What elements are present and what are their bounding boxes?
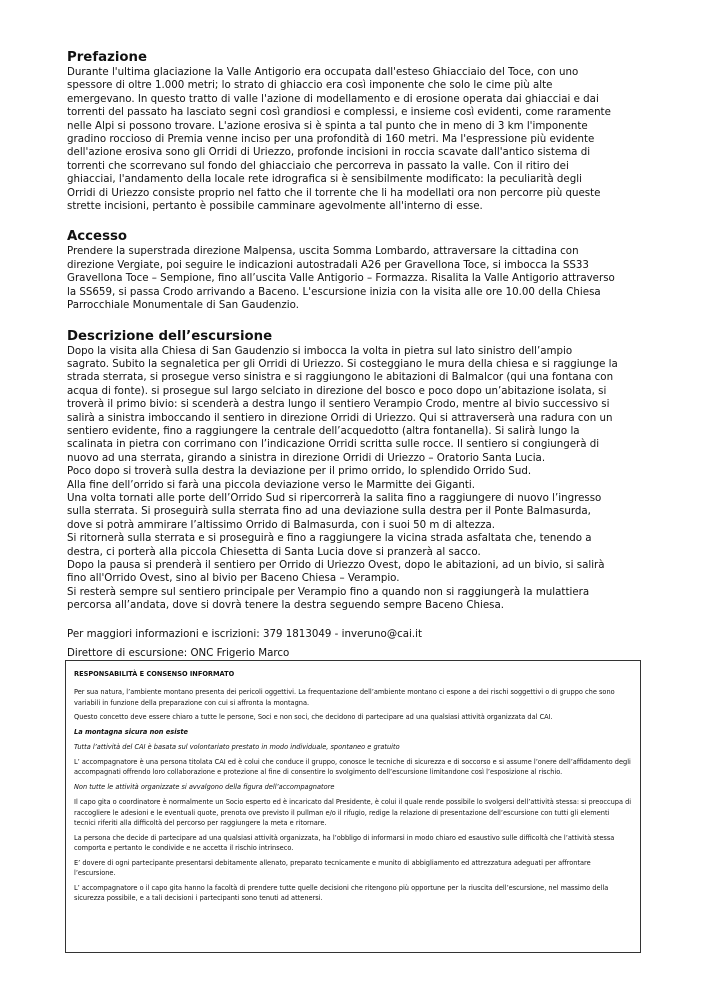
disclaimer-paragraph: La persona che decide di partecipare ad una qualsiasi attività organizzata, ha l’obbligo di informarsi in modo chiaro ed esaustivo sulle difficoltà che l’attività stessa comporta e pertanto le condivide e ne accetta il rischio intrinseco. (74, 833, 615, 853)
section-title: Prefazione (67, 50, 147, 65)
text-line: strette incisioni, pertanto è possibile camminare agevolmente all'interno di esse. (67, 200, 483, 213)
disclaimer-paragraph: L’ accompagnatore o il capo gita hanno la facoltà di prendere tutte quelle decisioni che ritengono più opportune per la riuscita dell’escursione, nel massimo della sicurezza possibile, e a tali decisioni i partecipanti sono tenuti ad attenersi. (74, 884, 609, 903)
disclaimer-paragraph: Questo concetto deve essere chiaro a tutte le persone, Soci e non soci, che decidono di partecipare ad una qualsiasi attività organizzata dal CAI. (74, 713, 553, 722)
disclaimer-paragraph: Il capo gita o coordinatore è normalmente un Socio esperto ed è incaricato dal Presidente, è colui il quale rende possibile lo svolgersi dell’attività stessa: si preoccupa di raccogliere le adesioni e le eventuali quote, prenota ove previsto il pullman e/o il rifugio, redige la relazione di presentazione dell’escursione con tutti gli elementi tecnici riferiti alla difficoltà del percorso per raggiungere la meta e ritornare. (74, 798, 632, 827)
text-line: Gravellona Toce – Sempione, fino all’uscita Valle Antigorio – Formazza. Risalita la Valle Antigorio attraverso (67, 272, 615, 285)
disclaimer-title: RESPONSABILITÀ E CONSENSO INFORMATO (74, 670, 235, 678)
section-body (67, 345, 639, 613)
text-line: percorsa all’andata, dove si dovrà tenere la destra seguendo sempre Baceno Chiesa. (67, 599, 505, 612)
text-line: troverà il primo bivio: si scenderà a destra lungo il sentiero Verampio Crodo, mentre al bivio successivo si (67, 398, 610, 411)
text-line: Dopo la visita alla Chiesa di San Gaudenzio si imbocca la volta in pietra sul lato sinistro dell’ampio (67, 344, 573, 357)
text-line: Parrocchiale Monumentale di San Gaudenzio. (67, 299, 299, 312)
disclaimer-heading: La montagna sicura non esiste (74, 728, 189, 737)
text-line: Poco dopo si troverà sulla destra la deviazione per il primo orrido, lo splendido Orrido Sud. (67, 465, 532, 478)
text-line: Durante l'ultima glaciazione la Valle Antigorio era occupata dall'esteso Ghiacciaio del Toce, con uno (67, 66, 579, 78)
text-line: Alla fine dell’orrido si farà una piccola deviazione verso le Marmitte dei Giganti. (67, 478, 475, 491)
disclaimer-paragraph: L’ accompagnatore è una persona titolata CAI ed è colui che conduce il gruppo, conosce le tecniche di sicurezza e di soccorso e si assume l’onere dell’affidamento degli accompagnati offrendo loro collaborazione e protezione al fine di consentire lo svolgimento dell’escursione limitandone così l’esposizione al rischio. (74, 758, 631, 777)
text-line: emergevano. In questo tratto di valle l'azione di modellamento e di erosione operata dai ghiacciai e dai (67, 92, 599, 105)
section-prefazione (67, 50, 639, 213)
text-line: Si resterà sempre sul sentiero principale per Verampio fino a quando non si raggiungerà la mulattiera (67, 585, 590, 598)
text-line: Orridi di Uriezzo consiste proprio nel fatto che il torrente che li ha modellati ora non percorre più queste (67, 186, 601, 199)
text-line: dell'azione erosiva sono gli Orridi di Uriezzo, profonde incisioni in roccia scavate dall'antico sistema di (67, 146, 591, 159)
contact-info: Per maggiori informazioni e iscrizioni: 379 1813049 - inveruno@cai.it (67, 627, 422, 640)
text-line: nuovo ad una sterrata, girando a sinistra in direzione Orridi di Uriezzo – Oratorio Santa Lucia. (67, 451, 546, 464)
text-line: spessore di oltre 1.000 metri; lo strato di ghiaccio era così imponente che solo le cime più alte (67, 79, 553, 92)
text-line: la SS659, si passa Crodo arrivando a Baceno. L'escursione inizia con la visita alle ore 10.00 della Chiesa (67, 285, 601, 298)
disclaimer-paragraph: E’ dovere di ogni partecipante presentarsi debitamente allenato, preparato tecnicamente e munito di abbigliamento ed attrezzatura adeguati per affrontare l’escursione. (74, 858, 591, 878)
main-content (67, 50, 639, 660)
text-line: salirà a sinistra imboccando il sentiero in direzione Orridi di Uriezzo. Qui si attraverserà una radura con un (67, 411, 613, 424)
text-line: scalinata in pietra con corrimano con l’indicazione Orridi scritta sulle rocce. Il sentiero si congiungerà di (67, 438, 600, 451)
text-line: direzione Vergiate, poi seguire le indicazioni autostradali A26 per Gravellona Toce, si imbocca la SS33 (67, 258, 589, 271)
text-line: nelle Alpi si possono trovare. L'azione erosiva si è spinta a tal punto che in meno di 3 km l'imponente (67, 119, 588, 132)
disclaimer-italic-note: Tutta l’attività del CAI è basata sul volontariato prestato in modo individuale, spontaneo e gratuito (74, 743, 400, 752)
section-title: Accesso (67, 229, 128, 245)
section-accesso (67, 229, 639, 312)
text-line: ghiacciai, l'andamento della locale rete idrografica si è sensibilmente modificato: la peculiarità degli (67, 173, 582, 186)
disclaimer-box (65, 660, 641, 953)
text-line: sentiero evidente, fino a raggiungere la centrale dell’acquedotto (altra fontanella). Si salirà lungo la (67, 424, 580, 437)
disclaimer-italic-note: Non tutte le attività organizzate si avvalgono della figura dell’accompagnatore (74, 783, 335, 792)
text-line: gradino roccioso di Premia venne inciso per una profondità di 160 metri. Ma l'espressione più evidente (67, 133, 595, 146)
section-title: Descrizione dell’escursione (67, 328, 273, 344)
text-line: acqua di fonte). si prosegue sul largo selciato in direzione del bosco e poco dopo un’abitazione isolata, si (67, 384, 607, 397)
text-line: sagrato. Subito la segnaletica per gli Orridi di Uriezzo. Si costeggiano le mura della chiesa e si raggiunge la (67, 357, 618, 370)
trip-director: Direttore di escursione: ONC Frigerio Marco (67, 647, 290, 660)
text-line: destra, ci porterà alla piccola Chiesetta di Santa Lucia dove si pranzerà al sacco. (67, 545, 481, 558)
text-line: fino all'Orrido Ovest, sino al bivio per Baceno Chiesa – Verampio. (67, 572, 400, 585)
text-line: Prendere la superstrada direzione Malpensa, uscita Somma Lombardo, attraversare la cittadina con (67, 245, 579, 258)
text-line: Dopo la pausa si prenderà il sentiero per Orrido di Uriezzo Ovest, dopo le abitazioni, ad un bivio, si salirà (67, 559, 605, 571)
text-line: Si ritornerà sulla sterrata e si proseguirà e fino a raggiungere la vicina strada asfaltata che, tenendo a (67, 532, 592, 545)
text-line: torrenti del passato ha lasciato segni così grandiosi e complessi, e insieme così evidenti, come raramente (67, 106, 611, 119)
text-line: torrenti che scorrevano sul fondo del ghiacciaio che percorreva in passato la valle. Con il ritiro dei (67, 159, 569, 172)
text-line: dove si potrà ammirare l’altissimo Orrido di Balmasurda, con i suoi 50 m di altezza. (67, 518, 495, 531)
section-descrizione (67, 329, 639, 613)
text-line: strada sterrata, si prosegue verso sinistra e si raggiungono le abitazioni di Balmalcor (qui una fontana con (67, 371, 614, 384)
disclaimer-paragraph: Per sua natura, l’ambiente montano presenta dei pericoli oggettivi. La frequentazione dell’ambiente montano ci espone a dei rischi soggettivi o di gruppo che sono variabili in funzione della preparazione con cui si affronta la montagna. (74, 688, 615, 707)
section-body (67, 66, 639, 213)
text-line: Una volta tornati alle porte dell’Orrido Sud si ripercorrerà la salita fino a raggiungere di nuovo l’ingresso (67, 491, 602, 504)
section-body (67, 245, 639, 312)
text-line: sulla sterrata. Si proseguirà sulla sterrata fino ad una deviazione sulla destra per il Ponte Balmasurda, (67, 505, 591, 518)
